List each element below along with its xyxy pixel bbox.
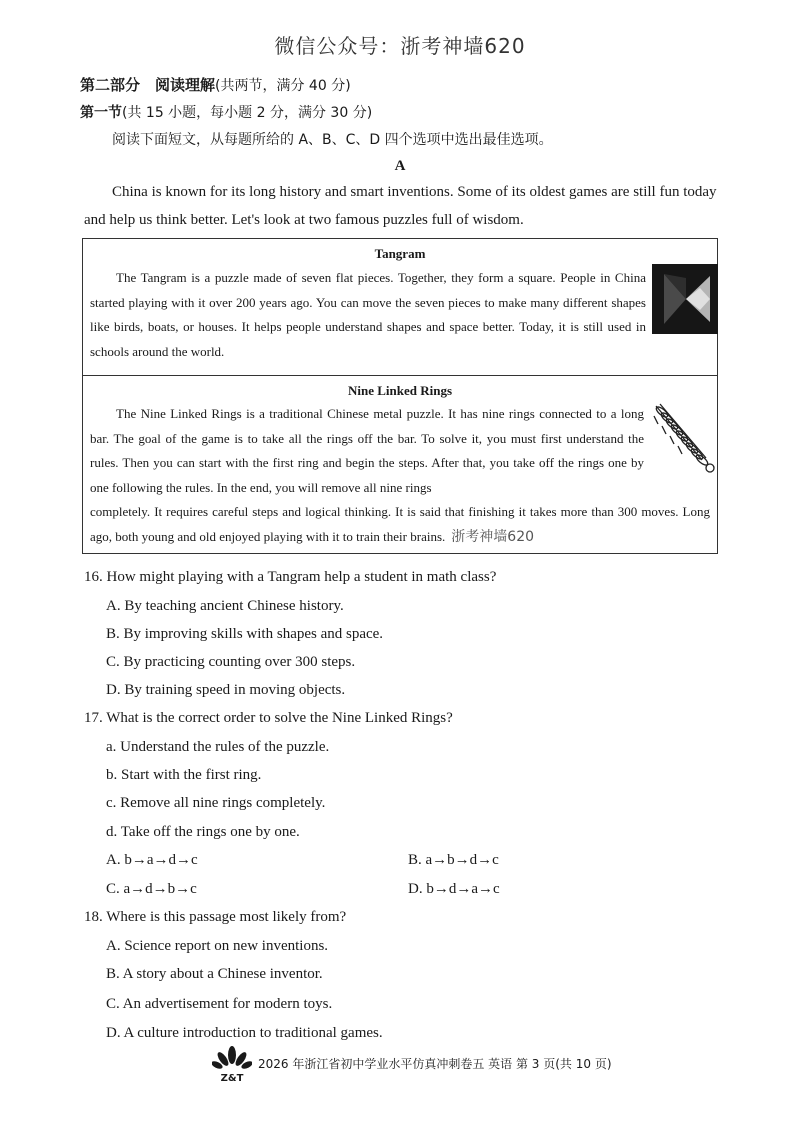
- q17-step: c. Remove all nine rings completely.: [106, 795, 326, 811]
- tangram-text: The Tangram is a puzzle made of seven flat pieces. Together, they form a square. People in China started playing with it over 200 years ago. You can move the seven pieces to make many different shapes like birds, boats, or houses. It helps people understand shapes and space better. Today, it is still used in schools around the world.: [90, 270, 646, 359]
- passage-intro: China is known for its long history and smart inventions. Some of its oldest games are still fun today and help us think better. Let's look at two famous puzzles full of wisdom.: [84, 184, 717, 228]
- q17-option-c[interactable]: C. a→d→b→c: [106, 881, 197, 897]
- box-divider: [82, 375, 718, 376]
- section-title-text: 第二部分 阅读理解: [80, 76, 216, 94]
- q18-option-c[interactable]: C. An advertisement for modern toys.: [106, 996, 333, 1012]
- nine-rings-drawing-icon: [648, 398, 718, 478]
- q18-option-d[interactable]: D. A culture introduction to traditional games.: [106, 1025, 383, 1041]
- q18-stem: 18. Where is this passage most likely from?: [84, 909, 347, 925]
- watermark-inline: 浙考神墙620: [451, 528, 535, 545]
- section-title: [80, 74, 351, 95]
- q17-option-b[interactable]: B. a→b→d→c: [408, 852, 499, 868]
- q16-option-c[interactable]: C. By practicing counting over 300 steps.: [106, 654, 356, 670]
- q18-option-b[interactable]: B. A story about a Chinese inventor.: [106, 966, 323, 982]
- q17-step: a. Understand the rules of the puzzle.: [106, 739, 330, 755]
- subsection-title: [80, 102, 372, 122]
- subsection-note: (共 15 小题，每小题 2 分，满分 30 分): [122, 105, 373, 121]
- q18-option-a[interactable]: A. Science report on new inventions.: [106, 938, 329, 954]
- tangram-photo-icon: [652, 264, 718, 334]
- q16-option-a[interactable]: A. By teaching ancient Chinese history.: [106, 598, 344, 614]
- q16-stem: 16. How might playing with a Tangram help a student in math class?: [84, 569, 497, 585]
- q16-option-d[interactable]: D. By training speed in moving objects.: [106, 682, 346, 698]
- rings-title: Nine Linked Rings: [347, 383, 453, 398]
- svg-text:Z&T: Z&T: [220, 1073, 244, 1084]
- rings-text-part2-wrap: [90, 500, 710, 549]
- q17-step: d. Take off the rings one by one.: [106, 824, 300, 840]
- page-footer: 2026 年浙江省初中学业水平仿真冲刺卷五 英语 第 3 页(共 10 页): [258, 1057, 612, 1071]
- q17-option-a[interactable]: A. b→a→d→c: [106, 852, 198, 868]
- lotus-logo-icon: [212, 1045, 252, 1085]
- q17-option-d[interactable]: D. b→d→a→c: [408, 881, 500, 897]
- q17-step: b. Start with the first ring.: [106, 767, 262, 783]
- subsection-title-text: 第一节: [80, 105, 122, 121]
- section-title-note: (共两节，满分 40 分): [215, 78, 351, 94]
- wechat-header: 微信公众号：浙考神墙620: [274, 34, 526, 58]
- tangram-title: Tangram: [374, 246, 426, 261]
- rings-text-part1: The Nine Linked Rings is a traditional Chinese metal puzzle. It has nine rings connected to a long bar. The goal of the game is to take all the rings off the bar. To solve it, you must first understand the rules. Then you can start with the first ring and begin the steps. After that, you take off the rings one by one following the rules. In the end, you will remove all nine rings: [90, 406, 644, 495]
- q17-stem: 17. What is the correct order to solve the Nine Linked Rings?: [84, 710, 453, 726]
- q16-option-b[interactable]: B. By improving skills with shapes and space.: [106, 626, 384, 642]
- passage-letter: A: [394, 158, 406, 174]
- rings-text-part2: completely. It requires careful steps and logical thinking. It is said that finishing it takes more than 300 moves. Long ago, both young and old enjoyed playing with it to train their brains.: [90, 504, 710, 544]
- instruction: 阅读下面短文，从每题所给的 A、B、C、D 四个选项中选出最佳选项。: [112, 132, 553, 148]
